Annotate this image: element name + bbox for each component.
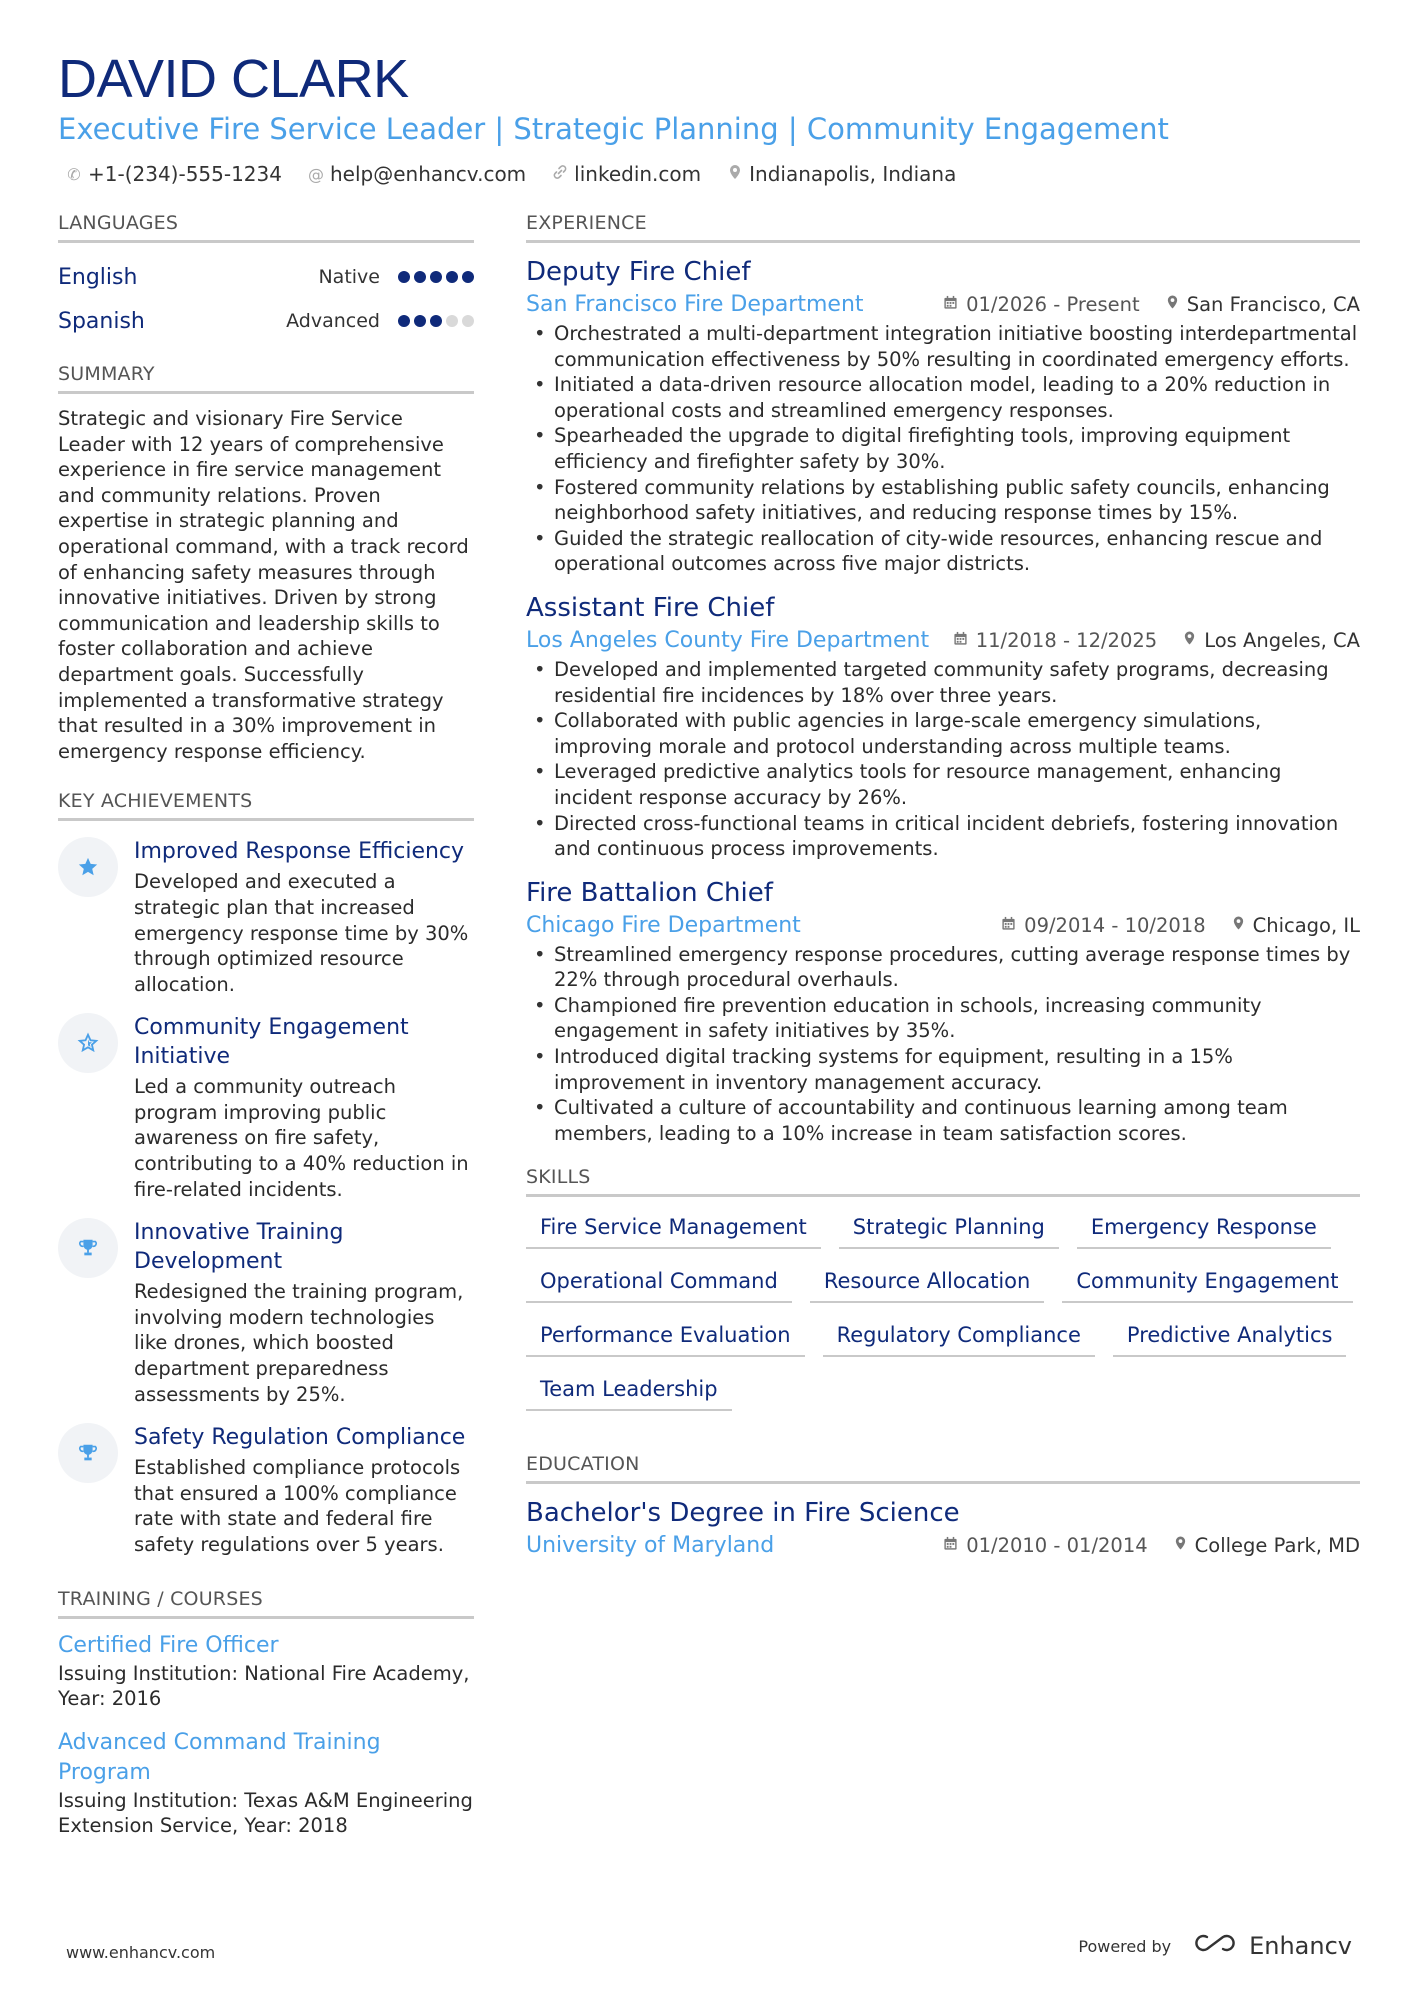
job-title: Assistant Fire Chief	[526, 592, 775, 623]
achievement-item	[58, 1423, 474, 1557]
job-bullet: • Orchestrated a multi-department integration initiative boosting interdepartmental communication effectiveness by 50% resulting in coordinated emergency efforts.	[526, 321, 1360, 372]
job-date-text: 11/2018 - 12/2025	[975, 628, 1158, 652]
linkedin-text[interactable]: linkedin.com	[574, 162, 702, 186]
achievement-desc: Established compliance protocols that ensured a 100% compliance rate with state and federal fire safety regulations over 5 years.	[134, 1456, 461, 1556]
language-rating	[398, 315, 474, 327]
job-bullet: • Leveraged predictive analytics tools for resource management, enhancing incident response accuracy by 26%.	[526, 759, 1360, 810]
experience-list	[526, 255, 1360, 1146]
left-column	[58, 212, 474, 1855]
training-title: TRAINING / COURSES	[58, 1588, 474, 1619]
job-location-text: Chicago, IL	[1252, 913, 1360, 937]
job-location-text: San Francisco, CA	[1186, 293, 1360, 316]
skills-title: SKILLS	[526, 1166, 1360, 1197]
language-level: Native	[318, 266, 380, 288]
at-icon: @	[307, 164, 324, 184]
skills-list	[526, 1209, 1360, 1425]
education-date	[943, 1530, 1147, 1562]
job-bullet: • Initiated a data-driven resource allocation model, leading to a 20% reduction in operational costs and streamlined emergency responses.	[526, 372, 1360, 423]
job-date	[1001, 910, 1205, 942]
skill-tag: Regulatory Compliance	[823, 1317, 1095, 1357]
skill-tag: Operational Command	[526, 1263, 792, 1303]
job-location	[1166, 289, 1360, 321]
trophy-icon	[58, 1218, 118, 1278]
job-location	[1232, 910, 1360, 942]
job-bullet: • Championed fire prevention education in schools, increasing community engagement in safety initiatives by 35%.	[526, 993, 1360, 1044]
job-bullet: • Streamlined emergency response procedures, cutting average response times by 22% through procedural overhauls.	[526, 942, 1360, 993]
education-date-text: 01/2010 - 01/2014	[966, 1534, 1148, 1558]
education-item	[526, 1496, 1360, 1562]
job-date	[943, 289, 1140, 321]
training-item	[58, 1728, 474, 1839]
candidate-headline: Executive Fire Service Leader | Strategic Planning | Community Engagement	[58, 112, 1169, 146]
skill-tag: Performance Evaluation	[526, 1317, 805, 1357]
achievement-item	[58, 837, 474, 997]
rating-dot-filled	[398, 315, 410, 327]
languages-list	[58, 255, 474, 343]
contact-phone	[66, 162, 282, 186]
experience-item	[526, 255, 1360, 577]
skill-tag: Resource Allocation	[810, 1263, 1045, 1303]
location-pin-icon	[1183, 625, 1196, 657]
job-bullet: • Cultivated a culture of accountability and continuous learning among team members, leading to a 10% increase in team satisfaction scores.	[526, 1095, 1360, 1146]
job-bullet: • Collaborated with public agencies in large-scale emergency simulations, improving morale and protocol understanding across multiple teams.	[526, 708, 1360, 759]
rating-dot-filled	[462, 271, 474, 283]
calendar-icon	[1001, 910, 1016, 942]
job-company: Chicago Fire Department	[526, 912, 801, 938]
rating-dot-filled	[414, 315, 426, 327]
star-icon	[58, 837, 118, 897]
skill-tag: Team Leadership	[526, 1371, 732, 1411]
job-bullet: • Guided the strategic reallocation of city-wide resources, enhancing rescue and operational outcomes across five major districts.	[526, 526, 1360, 577]
right-column	[526, 212, 1360, 1562]
link-icon	[552, 164, 568, 184]
job-meta	[526, 625, 1360, 657]
rating-dot-filled	[414, 271, 426, 283]
job-meta	[526, 289, 1360, 321]
email-text[interactable]: help@enhancv.com	[329, 162, 527, 186]
summary-title: SUMMARY	[58, 363, 474, 394]
achievement-title: Community Engagement Initiative	[134, 1015, 409, 1070]
rating-dot-filled	[430, 315, 442, 327]
job-bullet: • Fostered community relations by establishing public safety councils, enhancing neighborhood safety initiatives, and reducing response times by 15%.	[526, 475, 1360, 526]
job-bullet: • Developed and implemented targeted community safety programs, decreasing residential fire incidences by 18% over three years.	[526, 657, 1360, 708]
experience-title: EXPERIENCE	[526, 212, 1360, 243]
achievement-title: Safety Regulation Compliance	[134, 1425, 466, 1451]
phone-text: +1-(234)-555-1234	[88, 162, 282, 186]
language-rating	[398, 271, 474, 283]
location-pin-icon	[1232, 910, 1245, 942]
contact-location	[727, 162, 956, 186]
powered-by-text: Powered by	[1078, 1936, 1172, 1956]
brand-logo[interactable]	[1193, 1932, 1352, 1960]
job-date-text: 09/2014 - 10/2018	[1024, 913, 1206, 937]
skill-tag: Fire Service Management	[526, 1209, 821, 1249]
job-date-text: 01/2026 - Present	[966, 293, 1140, 316]
achievements-title: KEY ACHIEVEMENTS	[58, 790, 474, 821]
summary-text: Strategic and visionary Fire Service Leader with 12 years of comprehensive experience in fire service management and community relations. Proven expertise in strategic planning and operational command, with a track record of enhancing safety measures through innovative initiatives. Driven by strong communication and leadership skills to foster collaboration and achieve department goals. Successfully implemented a transformative strategy that resulted in a 30% improvement in emergency response efficiency.	[58, 407, 469, 763]
calendar-icon	[953, 625, 968, 657]
training-list	[58, 1631, 474, 1839]
footer-branding	[1078, 1932, 1352, 1960]
calendar-icon	[943, 1530, 958, 1562]
training-course-desc: Issuing Institution: Texas A&M Engineering Extension Service, Year: 2018	[58, 1788, 473, 1838]
languages-title: LANGUAGES	[58, 212, 474, 243]
rating-dot-filled	[430, 271, 442, 283]
job-location	[1183, 625, 1360, 657]
achievement-title: Improved Response Efficiency	[134, 839, 465, 865]
location-pin-icon	[1166, 289, 1179, 321]
language-item	[58, 299, 474, 343]
rating-dot-empty	[462, 315, 474, 327]
enhancv-logo-icon	[1193, 1932, 1239, 1960]
language-name: Spanish	[58, 308, 145, 334]
education-meta	[526, 1530, 1360, 1562]
job-bullets	[526, 321, 1360, 577]
training-course-title: Advanced Command Training Program	[58, 1729, 381, 1785]
language-name: English	[58, 264, 138, 290]
job-bullet: • Introduced digital tracking systems for equipment, resulting in a 15% improvement in inventory management accuracy.	[526, 1044, 1360, 1095]
experience-item	[526, 591, 1360, 862]
achievement-desc: Developed and executed a strategic plan that increased emergency response time by 30% through optimized resource allocation.	[134, 870, 469, 996]
contact-email[interactable]	[308, 162, 526, 186]
job-date	[953, 625, 1157, 657]
job-company: Los Angeles County Fire Department	[526, 627, 930, 653]
education-location-text: College Park, MD	[1194, 1534, 1360, 1558]
skill-tag: Emergency Response	[1077, 1209, 1331, 1249]
calendar-icon	[943, 289, 958, 321]
job-location-text: Los Angeles, CA	[1204, 628, 1360, 652]
job-title: Fire Battalion Chief	[526, 877, 773, 908]
language-level: Advanced	[286, 310, 380, 332]
achievement-item	[58, 1013, 474, 1202]
job-company: San Francisco Fire Department	[526, 292, 864, 317]
skill-tag: Predictive Analytics	[1113, 1317, 1347, 1357]
location-pin-icon	[1174, 1530, 1187, 1562]
phone-icon: ✆	[67, 164, 81, 184]
job-bullet: • Directed cross-functional teams in critical incident debriefs, fostering innovation and continuous process improvements.	[526, 811, 1360, 862]
education-location	[1174, 1530, 1360, 1562]
location-text: Indianapolis, Indiana	[749, 162, 957, 186]
training-item	[58, 1631, 474, 1712]
rating-dot-filled	[398, 271, 410, 283]
brand-name: Enhancv	[1249, 1932, 1352, 1960]
star-outline-icon	[58, 1013, 118, 1073]
training-course-title: Certified Fire Officer	[58, 1632, 279, 1658]
contact-bar	[66, 162, 956, 186]
rating-dot-filled	[446, 271, 458, 283]
experience-item	[526, 876, 1360, 1147]
education-degree: Bachelor's Degree in Fire Science	[526, 1498, 960, 1529]
job-bullet: • Spearheaded the upgrade to digital firefighting tools, improving equipment efficiency and firefighter safety by 30%.	[526, 423, 1360, 474]
education-title: EDUCATION	[526, 1453, 1360, 1484]
contact-linkedin[interactable]	[552, 162, 701, 186]
job-bullets	[526, 942, 1360, 1147]
skill-tag: Strategic Planning	[839, 1209, 1059, 1249]
job-bullets	[526, 657, 1360, 862]
achievements-list	[58, 837, 474, 1557]
rating-dot-empty	[446, 315, 458, 327]
location-pin-icon	[727, 164, 743, 184]
education-school: University of Maryland	[526, 1533, 775, 1559]
skill-tag: Community Engagement	[1062, 1263, 1352, 1303]
achievement-title: Innovative Training Development	[134, 1220, 344, 1275]
achievement-desc: Led a community outreach program improving public awareness on fire safety, contributing to a 40% reduction in fire-related incidents.	[134, 1075, 469, 1201]
footer-website[interactable]: www.enhancv.com	[66, 1943, 216, 1962]
job-meta	[526, 910, 1360, 942]
language-item	[58, 255, 474, 299]
training-course-desc: Issuing Institution: National Fire Academy, Year: 2016	[58, 1661, 470, 1711]
trophy-icon	[58, 1423, 118, 1483]
candidate-name: DAVID CLARK	[58, 49, 409, 109]
job-title: Deputy Fire Chief	[526, 257, 751, 287]
achievement-desc: Redesigned the training program, involving modern technologies like drones, which boosted department preparedness assessments by 25%.	[134, 1280, 464, 1406]
achievement-item	[58, 1218, 474, 1407]
